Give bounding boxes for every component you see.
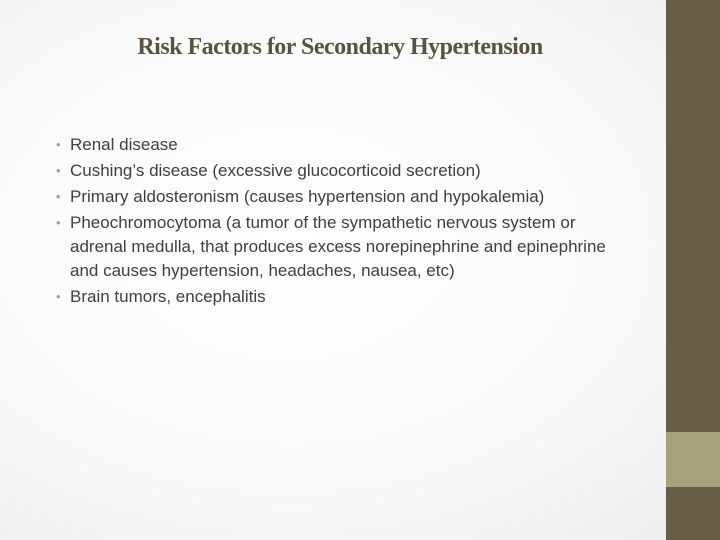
- slide-title: Risk Factors for Secondary Hypertension: [137, 34, 543, 60]
- bullet-item-brain-tumors: [46, 285, 606, 309]
- bullet-text: Primary aldosteronism (causes hypertension and hypokalemia): [70, 187, 545, 206]
- bullet-text: Cushing’s disease (excessive glucocorticoid secretion): [70, 161, 481, 180]
- bullet-item-primary-aldosteronism: [46, 185, 606, 209]
- bullet-text: Pheochromocytoma (a tumor of the sympathetic nervous system or adrenal medulla, that produces excess norepinephrine and epinephrine and causes hypertension, headaches, nausea, etc): [70, 213, 606, 280]
- bullet-dot-icon: •: [56, 189, 61, 204]
- bullet-item-cushings-disease: [46, 159, 606, 183]
- bullet-dot-icon: •: [56, 163, 61, 178]
- bullet-dot-icon: •: [56, 137, 61, 152]
- bullet-item-renal-disease: [46, 133, 606, 157]
- bullet-text: Renal disease: [70, 135, 178, 154]
- sidebar-accent-top: [666, 0, 720, 432]
- bullet-text: Brain tumors, encephalitis: [70, 287, 266, 306]
- sidebar-accent-middle: [666, 432, 720, 487]
- bullet-dot-icon: •: [56, 289, 61, 304]
- bullet-dot-icon: •: [56, 215, 61, 230]
- bullet-item-pheochromocytoma: [46, 211, 606, 283]
- bullet-list: [46, 133, 606, 311]
- sidebar-accent-bottom: [666, 487, 720, 540]
